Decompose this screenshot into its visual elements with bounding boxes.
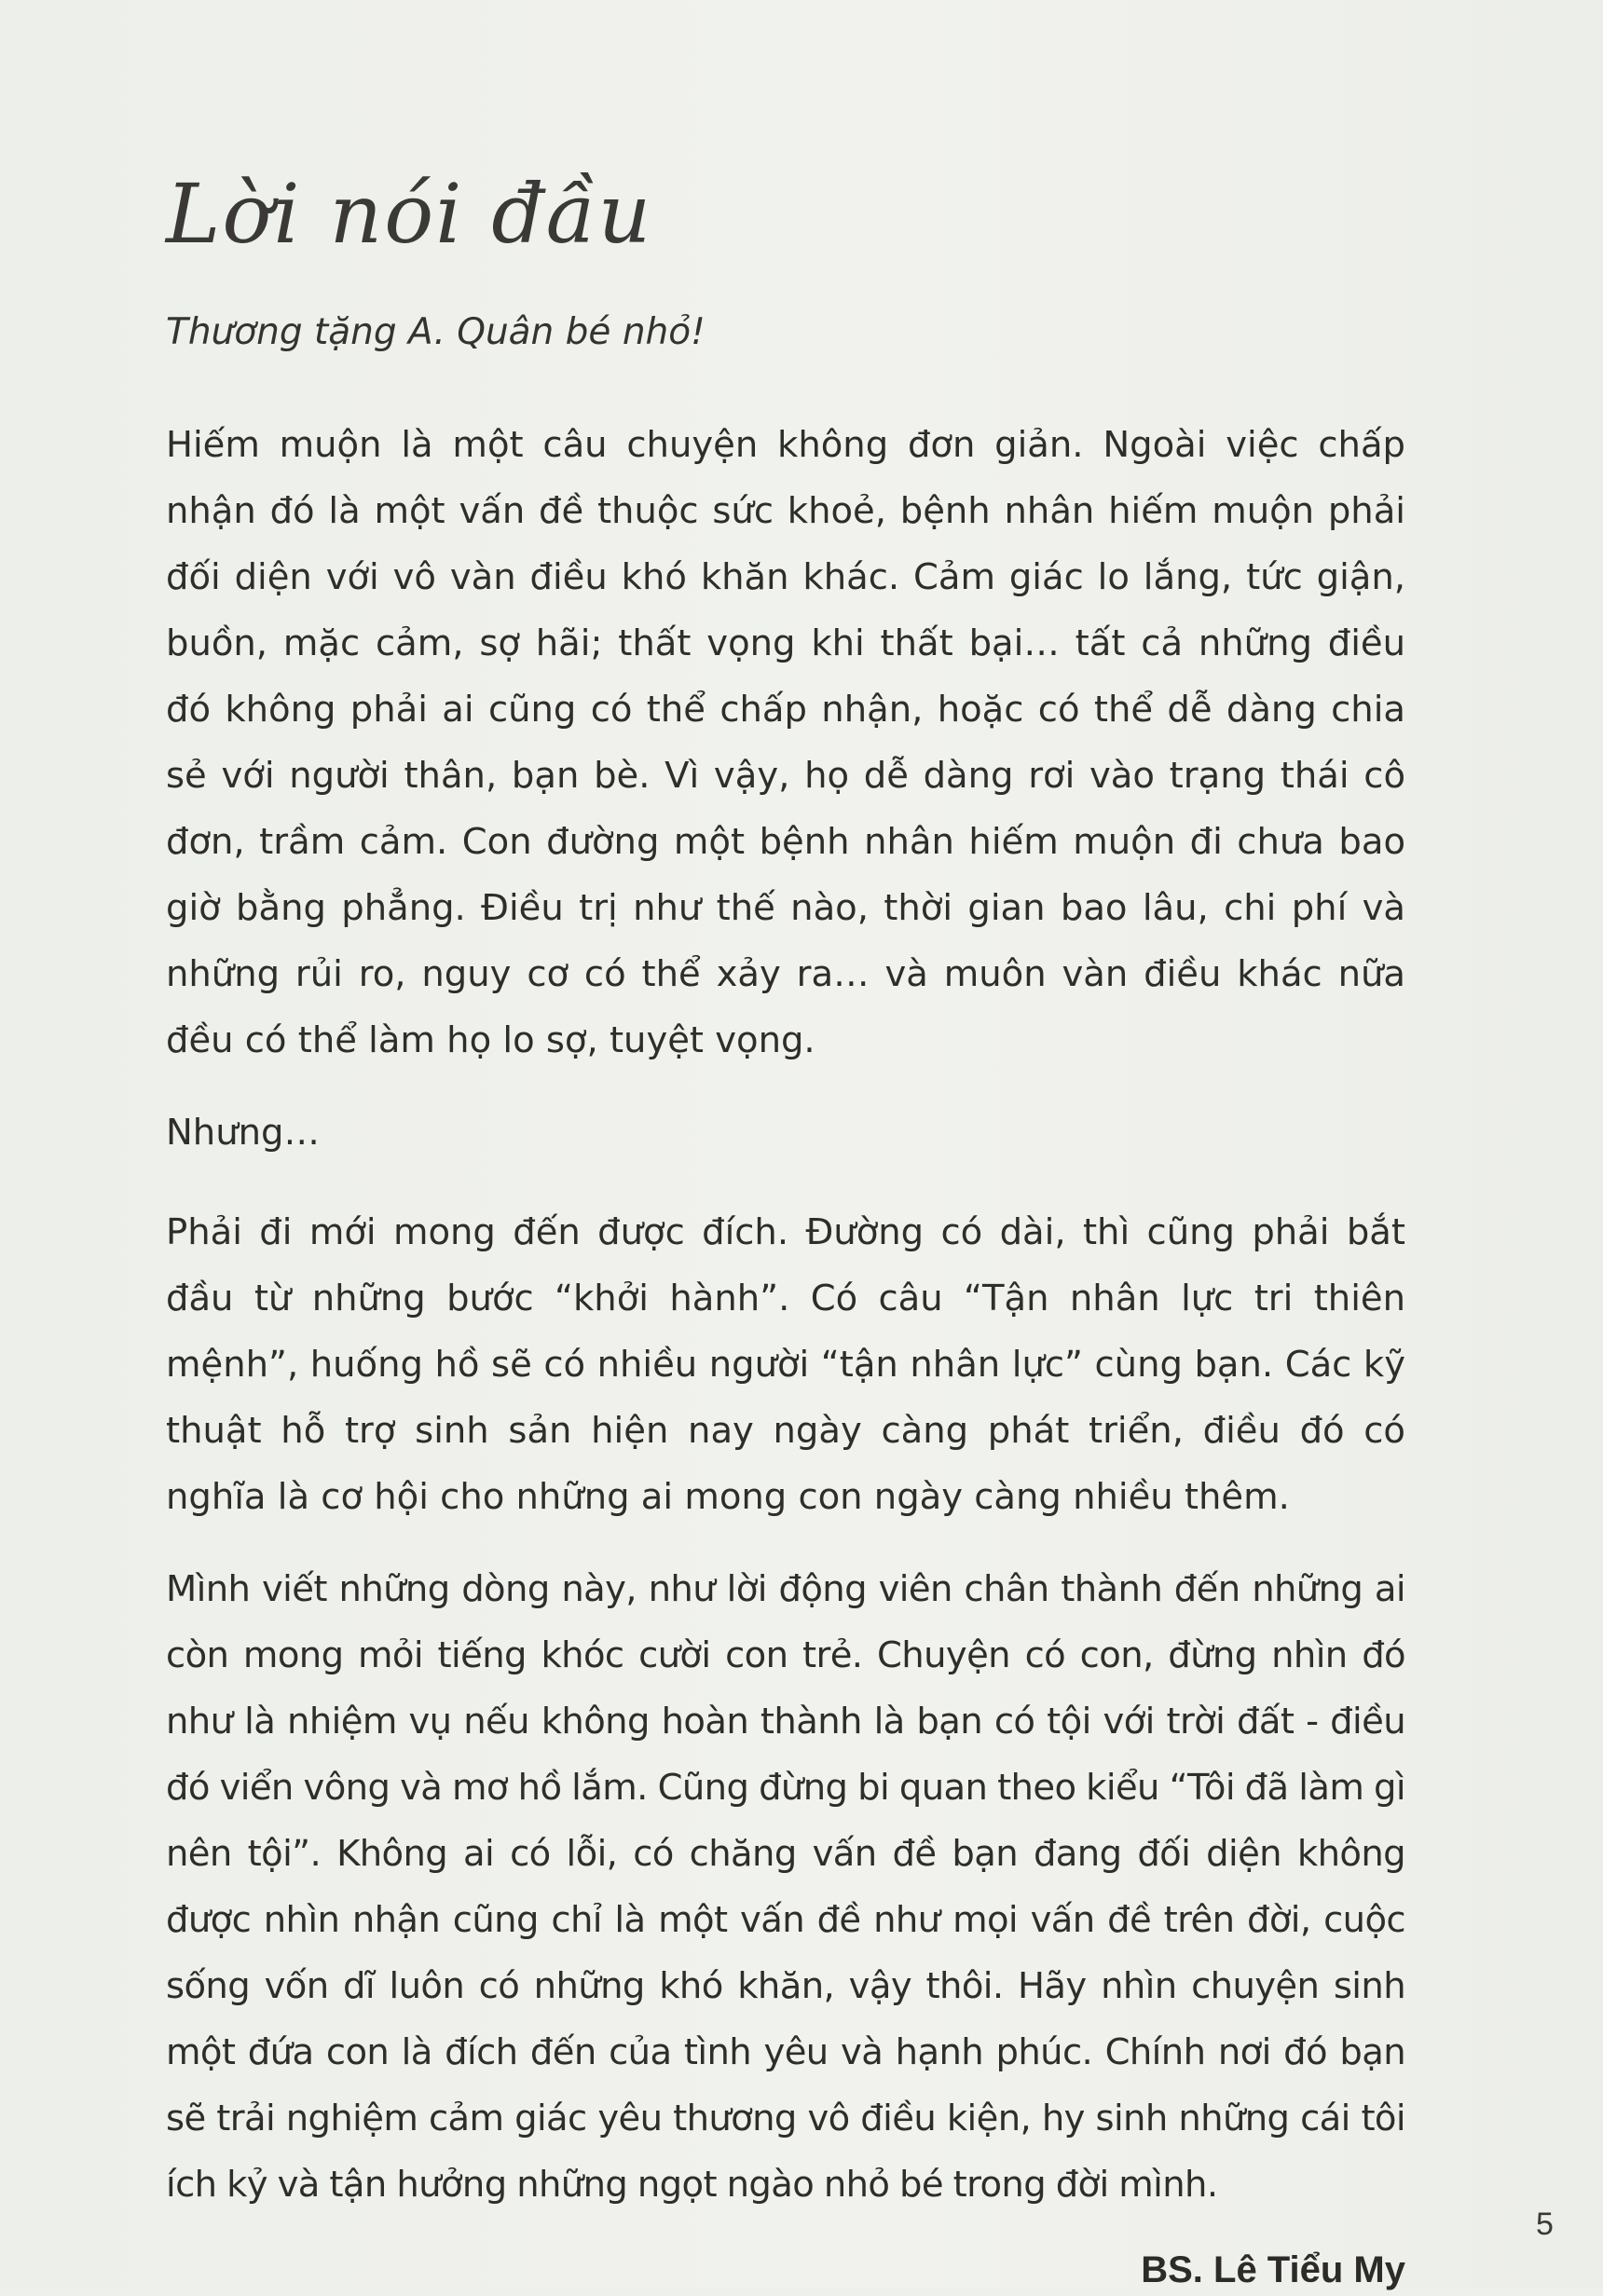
paragraph-3: Phải đi mới mong đến được đích. Đường có dài, thì cũng phải bắt đầu từ những bước “khởi hành”. Có câu “Tận nhân lực tri thiên mệnh”, huống hồ sẽ có nhiều người “tận nhân lực” cùng bạn. Các kỹ thuật hỗ trợ sinh sản hiện nay ngày càng phát triển, điều đó có nghĩa là cơ hội cho những ai mong con ngày càng nhiều thêm. (166, 1211, 1405, 1518)
page-content (166, 158, 1405, 2296)
paragraph-4: Mình viết những dòng này, như lời động viên chân thành đến những ai còn mong mỏi tiếng khóc cười con trẻ. Chuyện có con, đừng nhìn đó như là nhiệm vụ nếu không hoàn thành là bạn có tội với trời đất - điều đó viển vông và mơ hồ lắm. Cũng đừng bi quan theo kiểu “Tôi đã làm gì nên tội”. Không ai có lỗi, có chăng vấn đề bạn đang đối diện không được nhìn nhận cũng chỉ là một vấn đề như mọi vấn đề trên đời, cuộc sống vốn dĩ luôn có những khó khăn, vậy thôi. Hãy nhìn chuyện sinh một đứa con là đích đến của tình yêu và hạnh phúc. Chính nơi đó bạn sẽ trải nghiệm cảm giác yêu thương vô điều kiện, hy sinh những cái tôi ích kỷ và tận hưởng những ngọt ngào nhỏ bé trong đời mình. (166, 1568, 1405, 2206)
author-signature: BS. Lê Tiểu My (1141, 2249, 1405, 2290)
paragraph-2: Nhưng… (166, 1112, 320, 1154)
page-number: 5 (1536, 2207, 1554, 2242)
paragraph-1: Hiếm muộn là một câu chuyện không đơn giản. Ngoài việc chấp nhận đó là một vấn đề thuộc sức khoẻ, bệnh nhân hiếm muộn phải đối diện với vô vàn điều khó khăn khác. Cảm giác lo lắng, tức giận, buồn, mặc cảm, sợ hãi; thất vọng khi thất bại… tất cả những điều đó không phải ai cũng có thể chấp nhận, hoặc có thể dễ dàng chia sẻ với người thân, bạn bè. Vì vậy, họ dễ dàng rơi vào trạng thái cô đơn, trầm cảm. Con đường một bệnh nhân hiếm muộn đi chưa bao giờ bằng phẳng. Điều trị như thế nào, thời gian bao lâu, chi phí và những rủi ro, nguy cơ có thể xảy ra… và muôn vàn điều khác nữa đều có thể làm họ lo sợ, tuyệt vọng. (166, 424, 1405, 1061)
dedication: Thương tặng A. Quân bé nhỏ! (166, 311, 706, 353)
page-title: Lời nói đầu (166, 166, 653, 262)
